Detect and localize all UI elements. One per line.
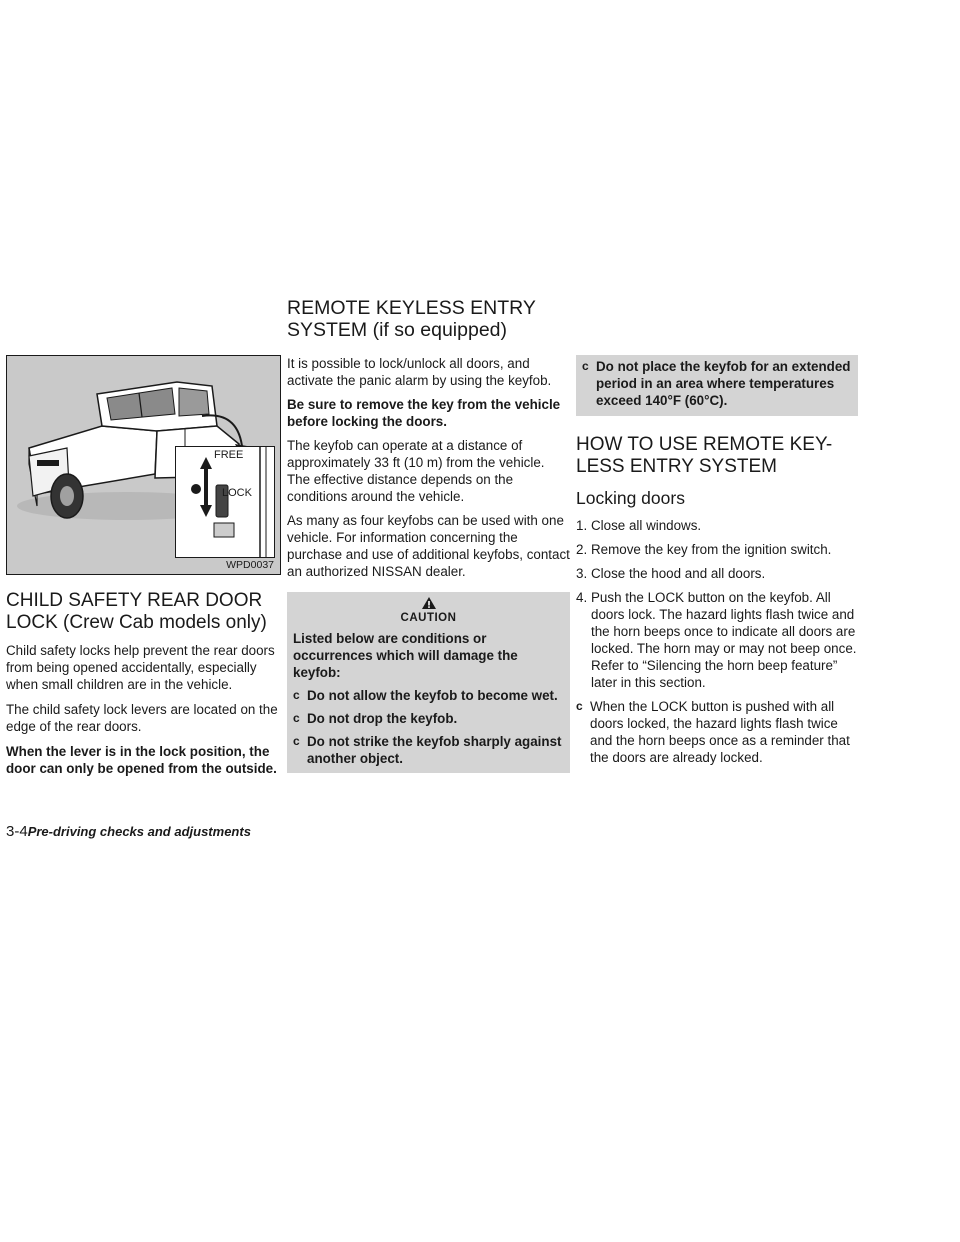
right-column [576, 355, 858, 766]
caution-item-text: Do not place the keyfob for an extended period in an area where temperatures exceed 140°F (60°C). [596, 359, 851, 408]
section-title-line2: SYSTEM (if so equipped) [287, 319, 508, 341]
inset-label-free: FREE [214, 449, 244, 461]
caution-intro: Listed below are conditions or occurrences which will damage the keyfob: [293, 631, 518, 680]
how-to-use-heading-line2: LESS ENTRY SYSTEM [576, 456, 777, 477]
child-safety-heading-line2: LOCK (Crew Cab models only) [6, 612, 267, 633]
bullet-mark: c [293, 734, 300, 748]
left-column [6, 590, 281, 777]
step-text: Close the hood and all doors. [591, 566, 766, 581]
step-item [576, 541, 858, 558]
how-to-use-heading [576, 434, 858, 478]
step-number: 2. [576, 542, 588, 557]
caution-item [293, 733, 564, 767]
page-footer [6, 823, 251, 840]
section-title [287, 297, 607, 341]
keyless-p4: As many as four keyfobs can be used with one vehicle. For information concerning the purchase and use of additional keyfobs, contact an authorized NISSAN dealer. [287, 513, 570, 579]
step-number: 3. [576, 566, 588, 581]
section-title-line1: REMOTE KEYLESS ENTRY [287, 297, 536, 319]
caution-box-continued [576, 355, 858, 416]
inset-door-edge [175, 446, 275, 558]
child-safety-p3: When the lever is in the lock position, the door can only be opened from the outside. [6, 744, 277, 776]
caution-item [293, 710, 564, 727]
caution-item-text: Do not allow the keyfob to become wet. [307, 688, 558, 703]
caution-title: CAUTION [400, 612, 457, 624]
keyless-p1: It is possible to lock/unlock all doors, and activate the panic alarm by using the keyfob. [287, 356, 552, 388]
step-item [576, 517, 858, 534]
caution-item-text: Do not drop the keyfob. [307, 711, 458, 726]
locking-doors-heading: Locking doors [576, 488, 685, 508]
step-text: Remove the key from the ignition switch. [591, 542, 832, 557]
caution-item-text: Do not strike the keyfob sharply against another object. [307, 734, 562, 766]
how-to-use-heading-line1: HOW TO USE REMOTE KEY- [576, 434, 833, 455]
page-number: 3-4 [6, 823, 28, 840]
figure-child-safety-lock [6, 355, 281, 575]
child-safety-p1: Child safety locks help prevent the rear doors from being opened accidentally, especially when small children are in the vehicle. [6, 643, 275, 692]
note-text: When the LOCK button is pushed with all doors locked, the hazard lights flash twice and the horn beeps once as a reminder that the doors are already locked. [590, 699, 850, 765]
caution-item [582, 358, 852, 409]
step-item [576, 565, 858, 582]
bullet-mark: c [576, 699, 583, 713]
note-item [576, 698, 858, 766]
figure-code: WPD0037 [226, 559, 274, 571]
step-item [576, 589, 858, 691]
step-text: Close all windows. [591, 518, 702, 533]
chapter-title: Pre-driving checks and adjustments [27, 824, 251, 839]
caution-item [293, 687, 564, 704]
caution-box [287, 592, 570, 773]
keyless-p3: The keyfob can operate at a distance of approximately 33 ft (10 m) from the vehicle. The effective distance depends on the conditions around the vehicle. [287, 438, 545, 504]
bullet-mark: c [293, 688, 300, 702]
lever-diagram [176, 447, 274, 557]
child-safety-heading [6, 590, 281, 634]
caution-header [293, 596, 564, 624]
bullet-mark: c [293, 711, 300, 725]
step-number: 4. [576, 590, 588, 605]
warning-icon [421, 596, 437, 610]
bullet-mark: c [582, 359, 589, 373]
step-number: 1. [576, 518, 588, 533]
keyless-p2: Be sure to remove the key from the vehicle before locking the doors. [287, 397, 561, 429]
child-safety-heading-line1: CHILD SAFETY REAR DOOR [6, 590, 263, 611]
inset-label-lock: LOCK [222, 487, 252, 499]
child-safety-p2: The child safety lock levers are located on the edge of the rear doors. [6, 702, 278, 734]
step-text: Push the LOCK button on the keyfob. All doors lock. The hazard lights flash twice and the horn beeps once to indicate all doors are locked. The horn may or may not beep once. Refer to “Silencing the horn beep feature” later in this section. [591, 590, 857, 690]
middle-column [287, 355, 570, 773]
